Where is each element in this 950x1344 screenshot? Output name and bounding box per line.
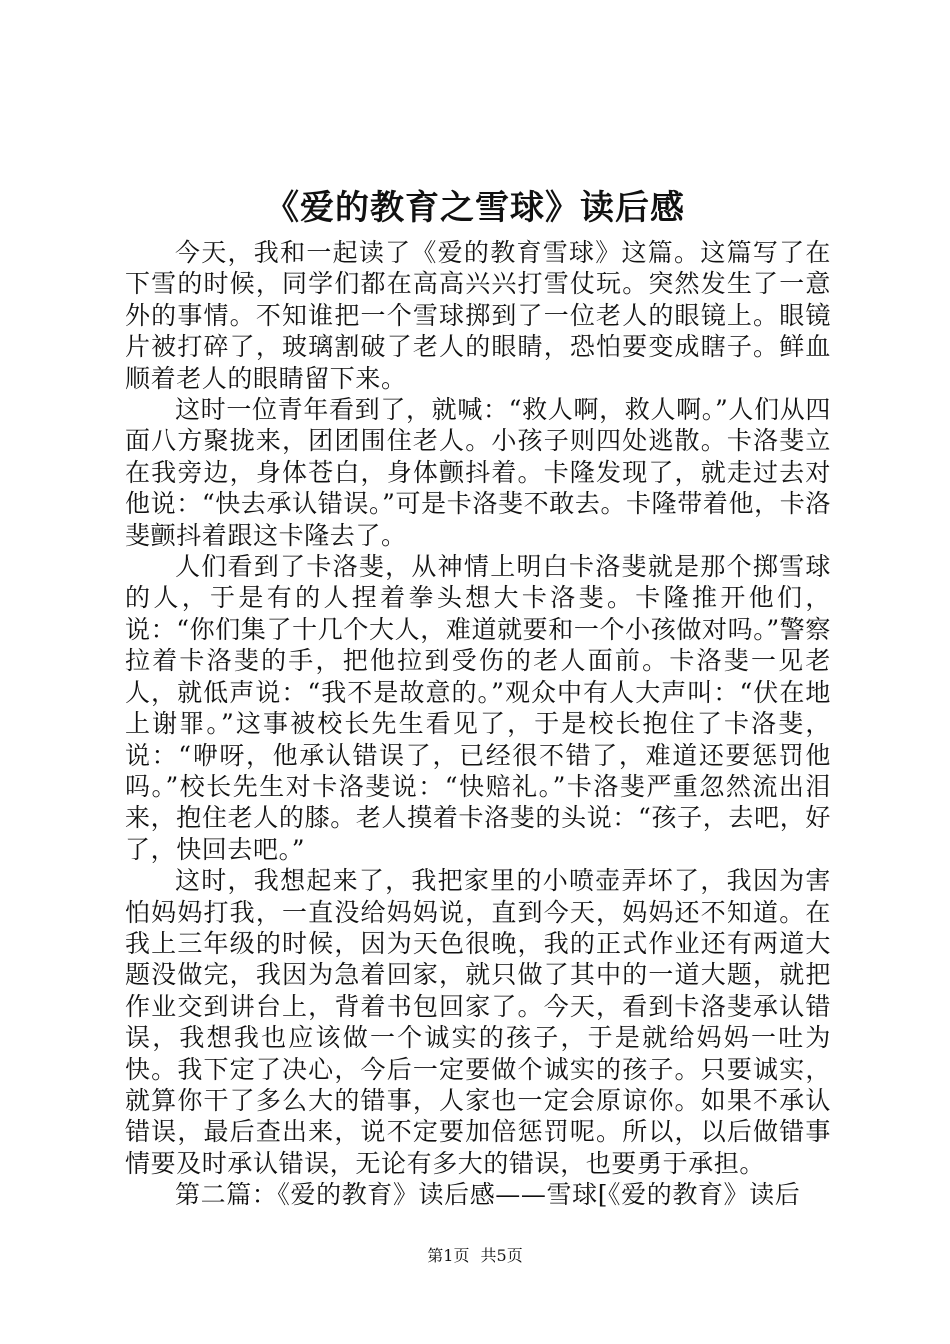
page-total: 共5页 xyxy=(480,1246,523,1265)
document-title: 《爱的教育之雪球》读后感 xyxy=(265,188,685,228)
paragraph-5: 第二篇：《爱的教育》读后感——雪球[《爱的教育》读后 xyxy=(175,1180,801,1210)
page-footer xyxy=(0,1246,950,1266)
paragraph-2: 这时一位青年看到了，就喊：“救人啊，救人啊。”人们从四面八方聚拢来，团团围住老人。小孩子则四处逃散。卡洛斐立在我旁边，身体苍白，身体颤抖着。卡隆发现了，就走过去对他说：“快去承认错误。”可是卡洛斐不敢去。卡隆带着他，卡洛斐颤抖着跟这卡隆去了。 xyxy=(125,395,831,550)
document-body xyxy=(125,237,831,1211)
paragraph-1: 今天，我和一起读了《爱的教育雪球》这篇。这篇写了在下雪的时候，同学们都在高高兴兴打雪仗玩。突然发生了一意外的事情。不知谁把一个雪球掷到了一位老人的眼镜上。眼镜片被打碎了，玻璃割破了老人的眼睛，恐怕要变成瞎子。鲜血顺着老人的眼睛留下来。 xyxy=(125,238,831,393)
page-number: 第1页 xyxy=(427,1246,470,1265)
paragraph-4: 这时，我想起来了，我把家里的小喷壶弄坏了，我因为害怕妈妈打我，一直没给妈妈说，直到今天，妈妈还不知道。在我上三年级的时候，因为天色很晚，我的正式作业还有两道大题没做完，我因为急着回家，就只做了其中的一道大题，就把作业交到讲台上，背着书包回家了。今天，看到卡洛斐承认错误，我想我也应该做一个诚实的孩子，于是就给妈妈一吐为快。我下定了决心，今后一定要做个诚实的孩子。只要诚实，就算你干了多么大的错事，人家也一定会原谅你。如果不承认错误，最后查出来，说不定要加倍惩罚呢。所以，以后做错事情要及时承认错误，无论有多大的错误，也要勇于承担。 xyxy=(125,866,831,1178)
paragraph-3: 人们看到了卡洛斐，从神情上明白卡洛斐就是那个掷雪球的人，于是有的人捏着拳头想大卡洛斐。卡隆推开他们，说：“你们集了十几个大人，难道就要和一个小孩做对吗。”警察拉着卡洛斐的手，把他拉到受伤的老人面前。卡洛斐一见老人，就低声说：“我不是故意的。”观众中有人大声叫：“伏在地上谢罪。”这事被校长先生看见了，于是校长抱住了卡洛斐，说：“咿呀，他承认错误了，已经很不错了，难道还要惩罚他吗。”校长先生对卡洛斐说：“快赔礼。”卡洛斐严重忽然流出泪来，抱住老人的膝。老人摸着卡洛斐的头说：“孩子，去吧，好了，快回去吧。” xyxy=(125,552,831,864)
